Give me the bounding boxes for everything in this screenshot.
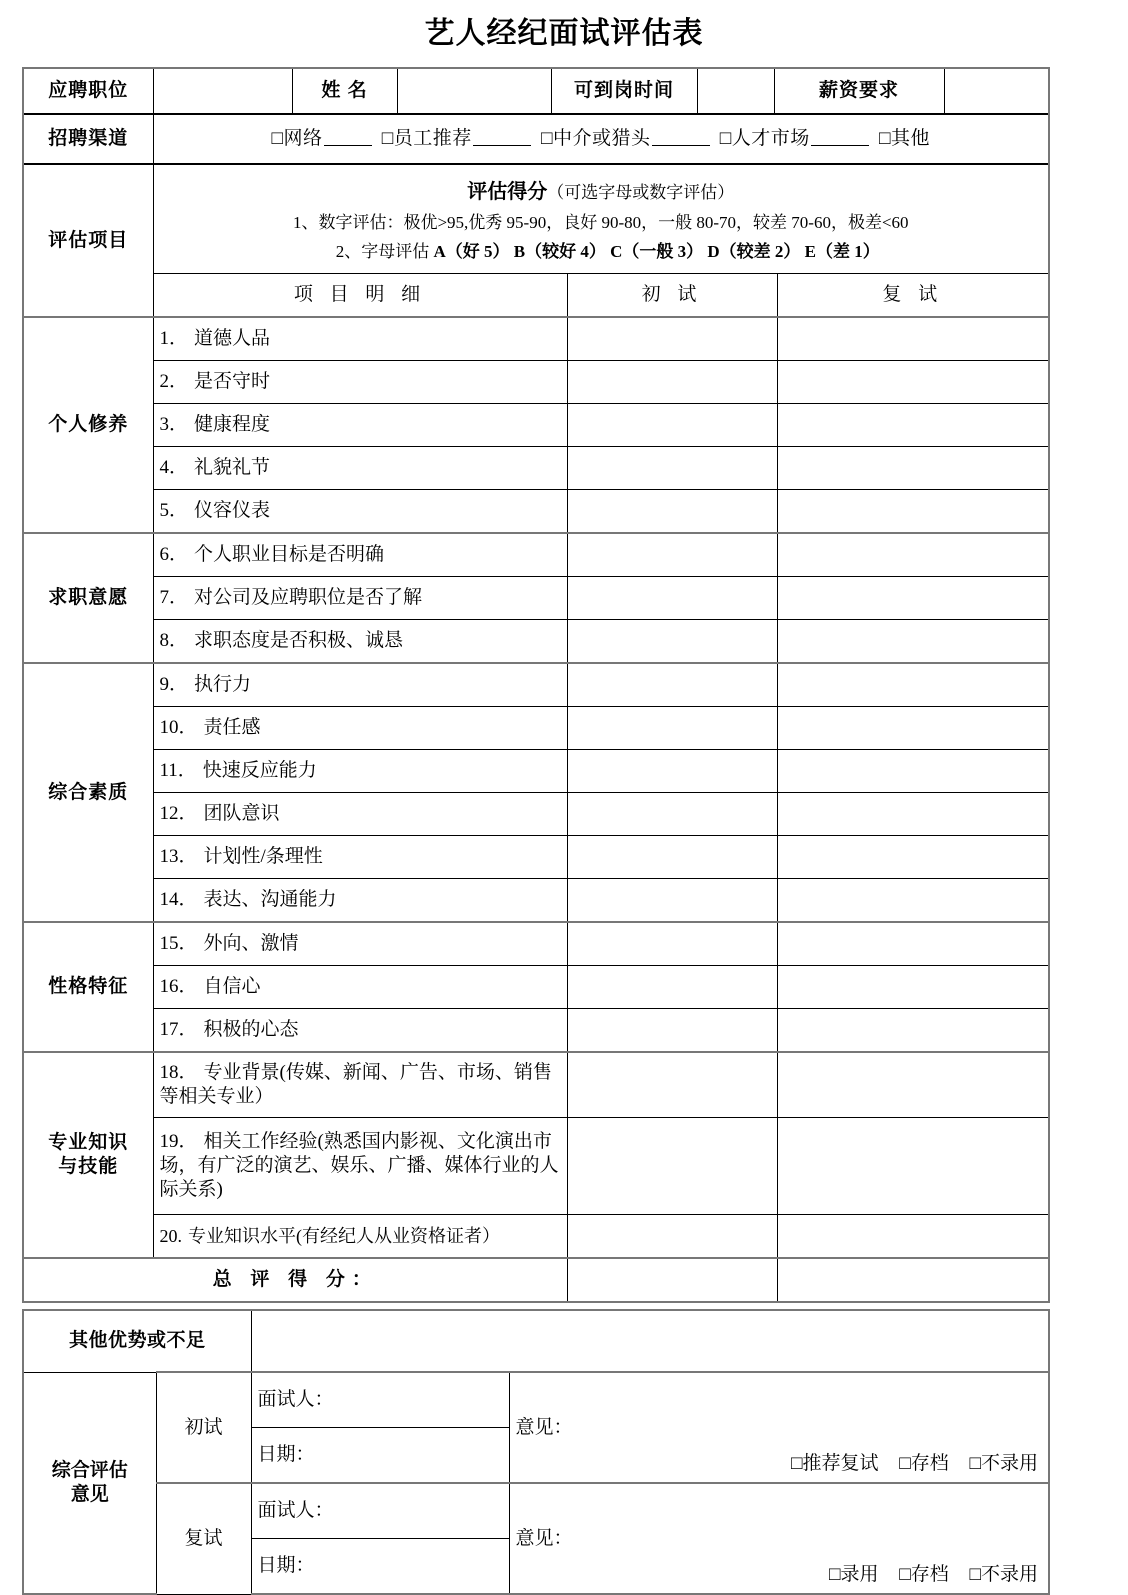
table-row (23, 1052, 1049, 1118)
write-in-rule[interactable] (652, 127, 710, 146)
item-label (153, 1118, 567, 1215)
scoring-heading (162, 172, 1041, 209)
write-in-rule[interactable] (324, 127, 372, 146)
channel-option-label: 其他 (890, 128, 930, 150)
item-text: 表达、沟通能力 (203, 889, 337, 911)
channel-option-label: 员工推荐 (393, 128, 472, 150)
item-number: 19． (159, 1131, 198, 1153)
evaluation-table (22, 164, 1050, 1303)
item-number: 7． (159, 587, 189, 609)
stage-label-second-round: 复试 (156, 1483, 251, 1594)
item-number: 16． (159, 976, 198, 998)
score-second-input[interactable] (777, 317, 1049, 361)
category-label-professional-knowledge (23, 1052, 153, 1258)
item-number: 9． (159, 674, 189, 696)
category-label-personality: 性格特征 (23, 922, 153, 1052)
table-row (23, 404, 1049, 447)
score-first-input[interactable] (567, 317, 777, 361)
decision-option-recommend[interactable] (791, 1453, 879, 1474)
decision-option-label: 录用 (840, 1564, 879, 1586)
item-text: 专业知识水平(有经纪人从业资格证者） (188, 1225, 500, 1246)
item-label (153, 447, 567, 490)
score-first-input[interactable] (567, 577, 777, 620)
item-text: 相关工作经验(熟悉国内影视、文化演出市场，有广泛的演艺、娱乐、广播、媒体行业的人际关系) (159, 1131, 559, 1200)
total-score-label: 总 评 得 分： (23, 1258, 567, 1302)
score-second-input[interactable] (777, 1052, 1049, 1118)
score-second-input[interactable] (777, 750, 1049, 793)
table-row (23, 1483, 1049, 1539)
table-row (23, 1118, 1049, 1215)
scoring-rules (153, 165, 1049, 274)
item-text: 积极的心态 (203, 1019, 299, 1041)
total-score-second-input[interactable] (777, 1258, 1049, 1302)
table-row (23, 533, 1049, 577)
channel-options (153, 115, 1049, 164)
table-row (23, 115, 1049, 164)
position-label: 应聘职位 (23, 68, 153, 114)
item-label (153, 879, 567, 923)
score-first-input[interactable] (567, 836, 777, 879)
date-label: 日期： (257, 1444, 315, 1466)
table-row (23, 620, 1049, 664)
item-label (153, 404, 567, 447)
table-row (23, 577, 1049, 620)
second-round-opinion-cell[interactable] (509, 1483, 1049, 1594)
scoring-rule-numeric: 1、数字评估：极优>95,优秀 95-90，良好 90-80，一般 80-70，较差 70-60，极差<60 (292, 212, 909, 232)
table-row (23, 68, 1049, 114)
decision-option-label: 存档 (910, 1453, 949, 1475)
scoring-rule-letter-values: A（好 5） B（较好 4） C（一般 3） D（较差 2） E（差 1） (433, 241, 880, 261)
score-second-input[interactable] (777, 620, 1049, 664)
score-first-input[interactable] (567, 1052, 777, 1118)
first-round-interviewer-field[interactable] (251, 1372, 509, 1428)
score-first-input[interactable] (567, 750, 777, 793)
total-score-first-input[interactable] (567, 1258, 777, 1302)
item-text: 自信心 (203, 976, 261, 998)
item-label (153, 577, 567, 620)
item-number: 3． (159, 414, 189, 436)
interviewer-label: 面试人： (257, 1389, 334, 1411)
item-label (153, 533, 567, 577)
score-first-input[interactable] (567, 533, 777, 577)
item-text: 求职态度是否积极、诚恳 (194, 630, 404, 652)
score-second-input[interactable] (777, 447, 1049, 490)
score-first-input[interactable] (567, 922, 777, 966)
item-text: 对公司及应聘职位是否了解 (194, 587, 423, 609)
category-label-job-intention: 求职意愿 (23, 533, 153, 663)
interviewer-label: 面试人： (257, 1500, 334, 1522)
item-label (153, 793, 567, 836)
score-first-input[interactable] (567, 490, 777, 534)
item-label (153, 707, 567, 750)
item-text: 专业背景(传媒、新闻、广告、市场、销售等相关专业） (159, 1062, 552, 1107)
salary-label: 薪资要求 (774, 68, 944, 114)
checkbox-icon[interactable]: □ (969, 1453, 981, 1475)
write-in-rule[interactable] (473, 127, 531, 146)
table-row (23, 1215, 1049, 1259)
item-text: 责任感 (203, 717, 261, 739)
table-row (23, 490, 1049, 534)
table-row (23, 317, 1049, 361)
other-notes-input[interactable] (251, 1310, 1049, 1372)
item-number: 20. (159, 1225, 182, 1246)
item-text: 仪容仪表 (194, 500, 271, 522)
item-label (153, 966, 567, 1009)
channel-option-job-market[interactable] (720, 128, 870, 149)
item-text: 计划性/条理性 (203, 846, 323, 868)
table-row (23, 836, 1049, 879)
summary-label-line1: 综合评估 (51, 1460, 128, 1481)
page-title: 艺人经纪面试评估表 (424, 17, 704, 50)
decision-option-reject[interactable] (970, 1453, 1039, 1474)
channel-label: 招聘渠道 (23, 115, 153, 164)
summary-label (23, 1372, 156, 1594)
item-label (153, 922, 567, 966)
score-second-input[interactable] (777, 1215, 1049, 1259)
evaluation-section-label: 评估项目 (23, 165, 153, 318)
item-label (153, 1009, 567, 1053)
scoring-heading-note: （可选字母或数字评估） (547, 182, 735, 202)
channel-option-label: 中介或猎头 (552, 128, 651, 150)
item-number: 4． (159, 457, 189, 479)
item-label (153, 317, 567, 361)
decision-option-hire[interactable] (829, 1564, 879, 1585)
table-row (23, 750, 1049, 793)
score-second-input[interactable] (777, 966, 1049, 1009)
decision-option-archive[interactable] (899, 1453, 949, 1474)
table-row (23, 1009, 1049, 1053)
channel-option-label: 网络 (283, 128, 323, 150)
score-first-input[interactable] (567, 1215, 777, 1259)
position-input[interactable] (153, 68, 292, 114)
column-header-row (23, 274, 1049, 318)
score-first-input[interactable] (567, 879, 777, 923)
opinion-label: 意见： (515, 1416, 573, 1438)
item-number: 11． (159, 760, 197, 782)
second-round-decision-options (813, 1563, 1038, 1587)
score-second-input[interactable] (777, 793, 1049, 836)
checkbox-icon[interactable]: □ (829, 1564, 841, 1586)
decision-option-label: 不录用 (981, 1453, 1039, 1475)
other-notes-label: 其他优势或不足 (23, 1310, 251, 1372)
item-label (153, 490, 567, 534)
col-header-first-interview: 初 试 (567, 274, 777, 318)
item-number: 15． (159, 933, 198, 955)
table-row (23, 361, 1049, 404)
decision-option-label: 不录用 (981, 1564, 1039, 1586)
table-row (23, 922, 1049, 966)
checkbox-icon[interactable]: □ (899, 1564, 911, 1586)
date-label: 日期： (257, 1555, 315, 1577)
other-notes-row (23, 1310, 1049, 1372)
item-label (153, 663, 567, 707)
checkbox-icon[interactable]: □ (791, 1453, 803, 1475)
item-number: 5． (159, 500, 189, 522)
item-label (153, 1215, 567, 1259)
score-second-input[interactable] (777, 577, 1049, 620)
table-row (23, 447, 1049, 490)
name-input[interactable] (397, 68, 551, 114)
stage-label-first-round: 初试 (156, 1372, 251, 1483)
scoring-heading-main: 评估得分 (467, 180, 548, 203)
category-label-personal-cultivation: 个人修养 (23, 317, 153, 533)
table-row (23, 663, 1049, 707)
channel-option-network[interactable] (272, 128, 373, 149)
score-second-input[interactable] (777, 533, 1049, 577)
item-text: 道德人品 (194, 328, 271, 350)
score-first-input[interactable] (567, 966, 777, 1009)
checkbox-icon[interactable]: □ (719, 128, 732, 150)
checkbox-icon[interactable]: □ (899, 1453, 911, 1475)
category-label-overall-quality: 综合素质 (23, 663, 153, 922)
decision-option-archive[interactable] (899, 1564, 949, 1585)
channel-option-referral[interactable] (382, 128, 532, 149)
channel-option-other[interactable] (879, 128, 930, 149)
item-label (153, 750, 567, 793)
scoring-rule-letter-prefix: 2、字母评估 (335, 241, 434, 261)
decision-option-reject[interactable] (970, 1564, 1039, 1585)
first-round-date-field[interactable] (251, 1428, 509, 1484)
score-first-input[interactable] (567, 404, 777, 447)
item-number: 10． (159, 717, 198, 739)
second-round-date-field[interactable] (251, 1539, 509, 1595)
score-second-input[interactable] (777, 922, 1049, 966)
scoring-explanation-row (23, 165, 1049, 274)
score-second-input[interactable] (777, 490, 1049, 534)
total-score-row (23, 1258, 1049, 1302)
item-text: 外向、激情 (203, 933, 299, 955)
decision-option-label: 推荐复试 (802, 1453, 879, 1475)
score-second-input[interactable] (777, 404, 1049, 447)
score-first-input[interactable] (567, 1009, 777, 1053)
item-text: 个人职业目标是否明确 (194, 544, 385, 566)
second-round-interviewer-field[interactable] (251, 1483, 509, 1539)
score-second-input[interactable] (777, 707, 1049, 750)
table-row (23, 966, 1049, 1009)
write-in-rule[interactable] (811, 127, 869, 146)
checkbox-icon[interactable]: □ (541, 128, 553, 150)
item-label (153, 620, 567, 664)
score-first-input[interactable] (567, 361, 777, 404)
table-row (23, 1372, 1049, 1428)
score-second-input[interactable] (777, 1118, 1049, 1215)
item-text: 健康程度 (194, 414, 271, 436)
item-text: 团队意识 (203, 803, 280, 825)
summary-table (22, 1309, 1050, 1595)
channel-option-label: 人才市场 (731, 128, 810, 150)
available-date-label: 可到岗时间 (551, 68, 697, 114)
score-second-input[interactable] (777, 1009, 1049, 1053)
table-row (23, 707, 1049, 750)
scoring-rule-lines (162, 209, 1041, 267)
col-header-detail: 项 目 明 细 (153, 274, 567, 318)
checkbox-icon[interactable]: □ (969, 1564, 981, 1586)
item-text: 是否守时 (194, 371, 271, 393)
item-text: 快速反应能力 (202, 760, 317, 782)
col-header-second-interview: 复 试 (777, 274, 1049, 318)
item-number: 2． (159, 371, 189, 393)
category-label-line1: 专业知识 (48, 1132, 129, 1154)
score-second-input[interactable] (777, 836, 1049, 879)
item-label (153, 1052, 567, 1118)
first-round-decision-options (775, 1452, 1038, 1476)
table-row (23, 793, 1049, 836)
item-number: 12． (159, 803, 198, 825)
score-first-input[interactable] (567, 663, 777, 707)
salary-input[interactable] (944, 68, 1049, 114)
item-number: 17． (159, 1019, 198, 1041)
score-first-input[interactable] (567, 1118, 777, 1215)
channel-option-agency[interactable] (541, 128, 711, 149)
summary-label-line2: 意见 (70, 1483, 109, 1505)
recruitment-channel-table (22, 114, 1050, 164)
item-text: 礼貌礼节 (194, 457, 271, 479)
category-label-line2: 与技能 (58, 1156, 119, 1177)
score-first-input[interactable] (567, 447, 777, 490)
score-first-input[interactable] (567, 707, 777, 750)
first-round-opinion-cell[interactable] (509, 1372, 1049, 1483)
score-second-input[interactable] (777, 361, 1049, 404)
item-number: 13． (159, 846, 198, 868)
item-label (153, 361, 567, 404)
item-label (153, 836, 567, 879)
decision-option-label: 存档 (910, 1564, 949, 1586)
name-label: 姓 名 (292, 68, 397, 114)
applicant-info-table (22, 67, 1050, 114)
table-row (23, 879, 1049, 923)
score-first-input[interactable] (567, 793, 777, 836)
checkbox-icon[interactable]: □ (271, 128, 284, 150)
item-text: 执行力 (194, 674, 252, 696)
item-number: 18． (159, 1062, 198, 1084)
checkbox-icon[interactable]: □ (879, 128, 891, 150)
score-second-input[interactable] (777, 879, 1049, 923)
available-date-input[interactable] (697, 68, 774, 114)
score-first-input[interactable] (567, 620, 777, 664)
checkbox-icon[interactable]: □ (381, 128, 394, 150)
item-number: 6． (159, 544, 189, 566)
scoring-rule-letter (162, 238, 1041, 267)
item-number: 14． (159, 889, 198, 911)
score-second-input[interactable] (777, 663, 1049, 707)
item-number: 8． (159, 630, 189, 652)
item-number: 1． (159, 328, 189, 350)
opinion-label: 意见： (515, 1527, 573, 1549)
